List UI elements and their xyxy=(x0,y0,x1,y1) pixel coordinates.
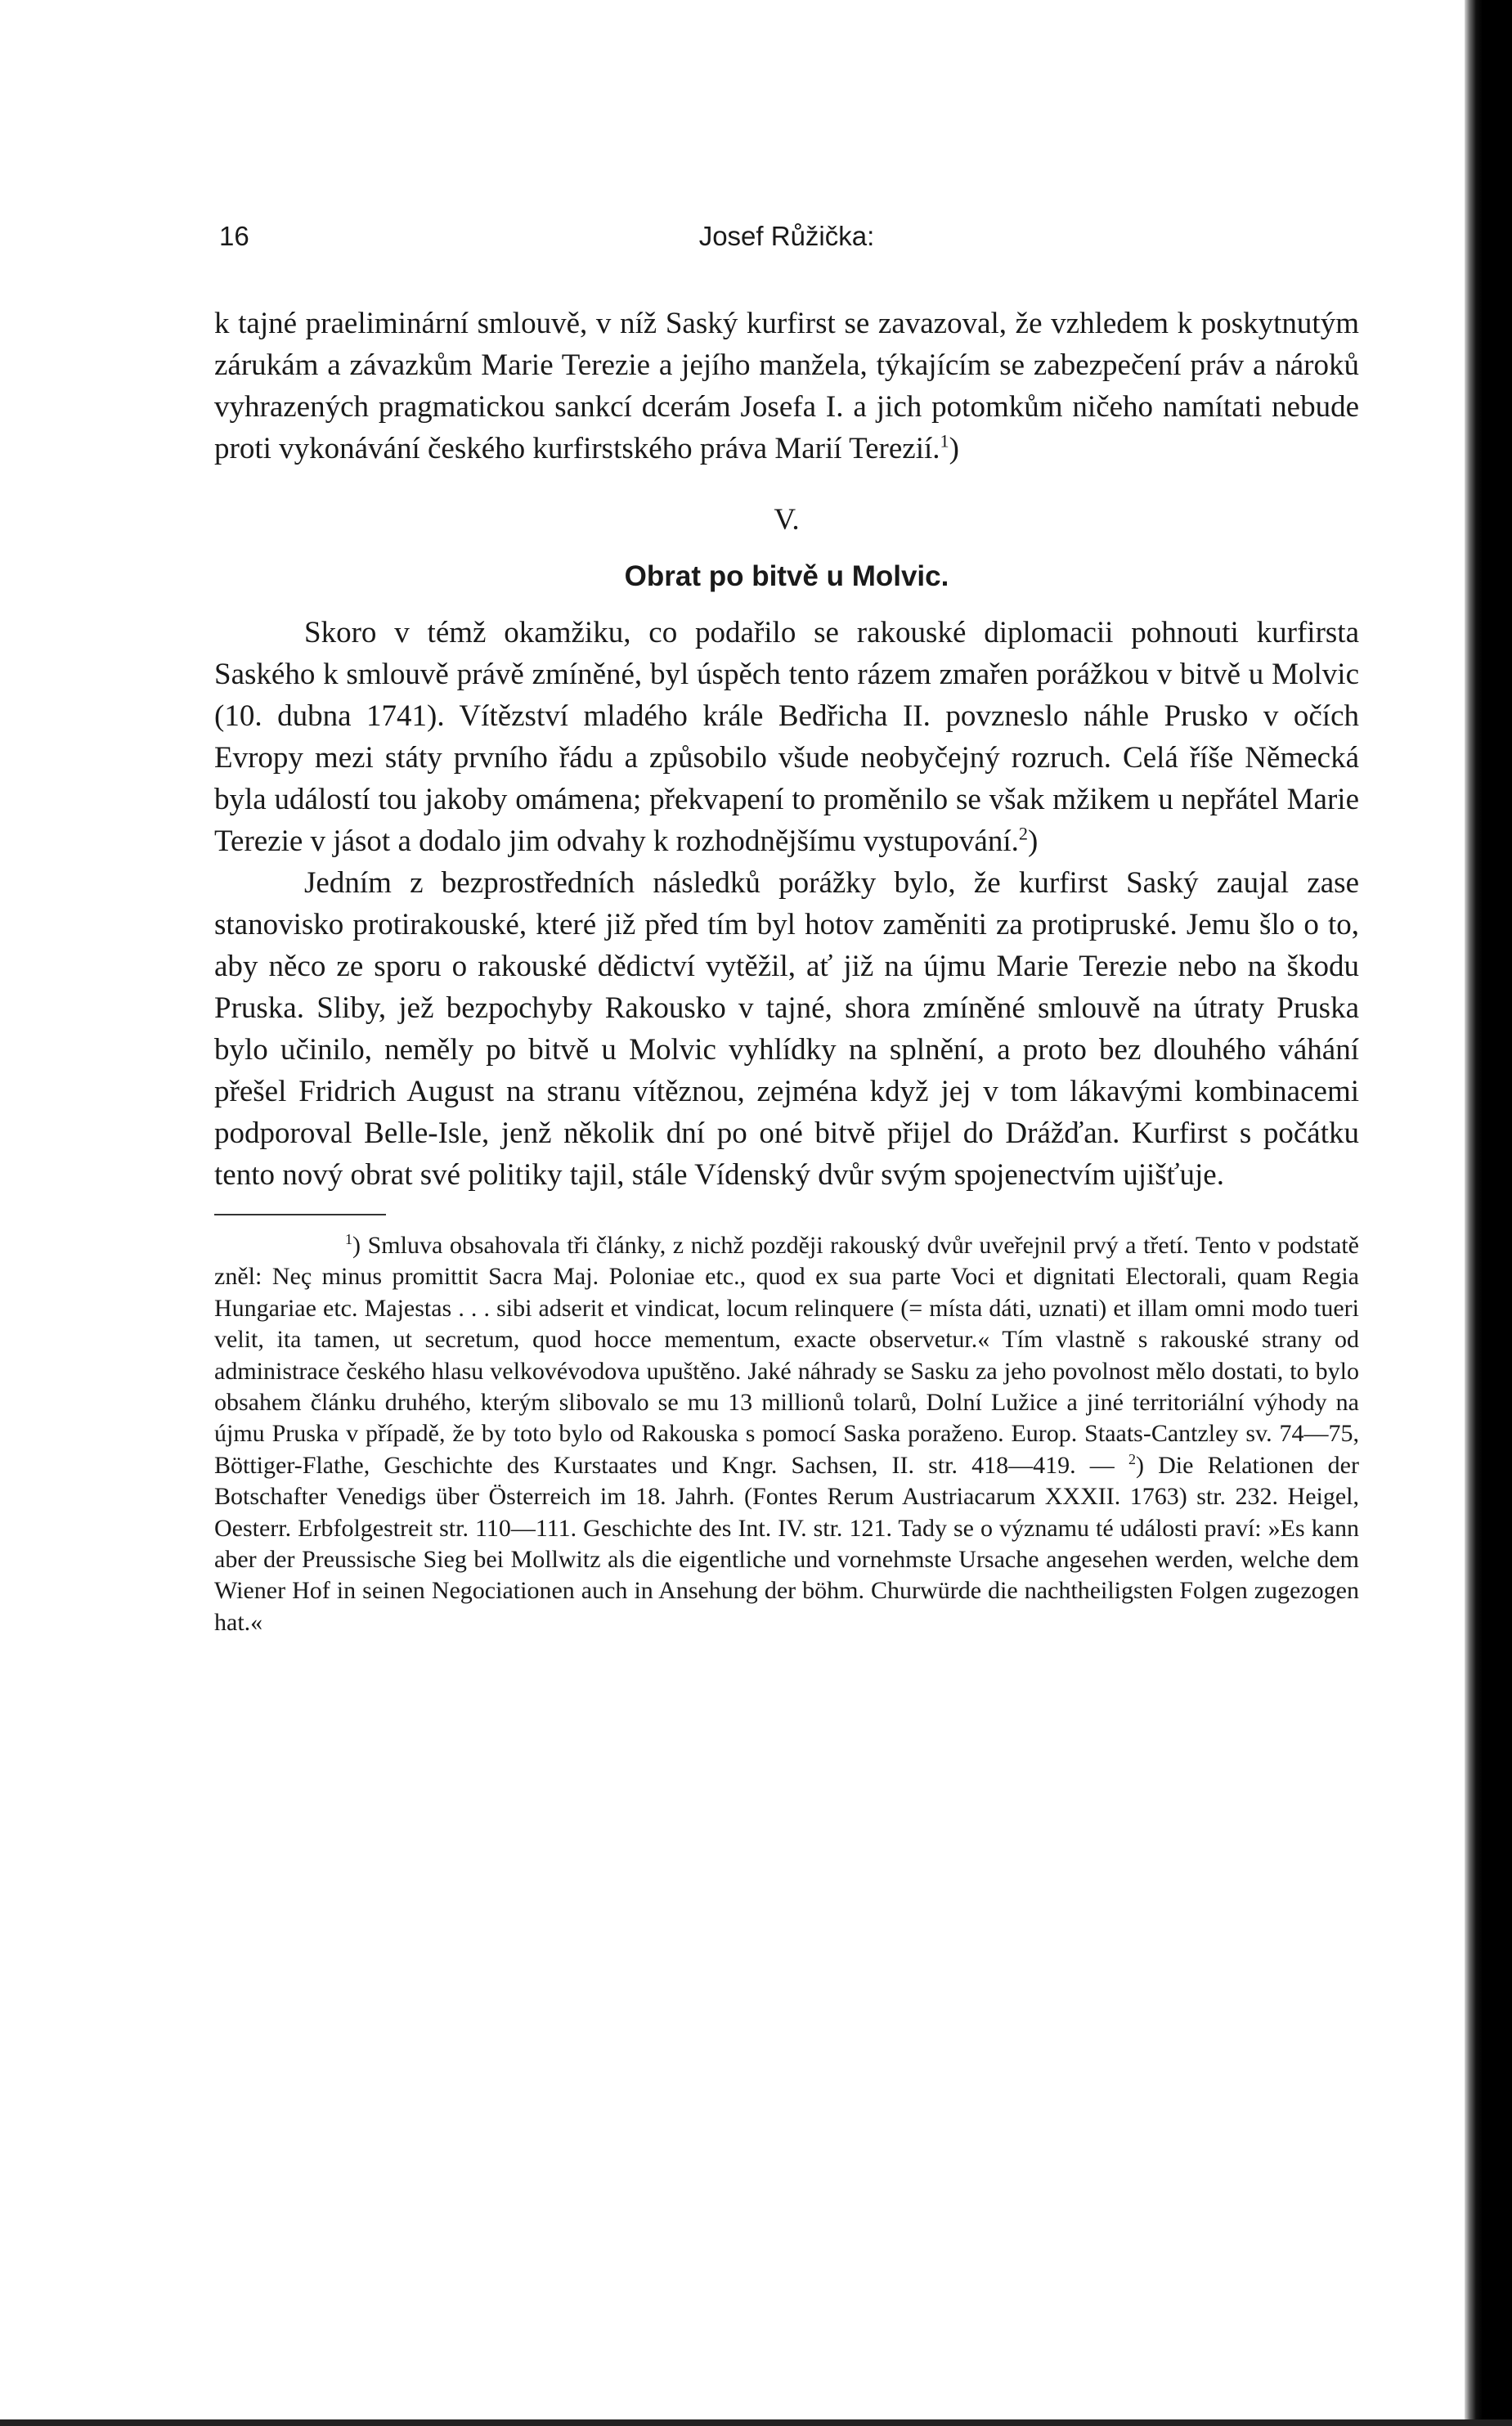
footnote-ref-1-close: ) xyxy=(949,432,959,465)
footnote-1 xyxy=(214,1230,1359,1638)
paragraph-2 xyxy=(214,612,1359,862)
section-title: Obrat po bitvě u Molvic. xyxy=(624,560,949,592)
footnote-2-mark-close: ) xyxy=(1135,1451,1144,1479)
running-head xyxy=(214,221,1359,270)
paragraph-1 xyxy=(214,303,1359,469)
section-number: V. xyxy=(774,503,800,537)
footnote-ref-2: 2 xyxy=(1018,823,1028,844)
footnotes xyxy=(214,1230,1359,1638)
paragraph-1-text: k tajné praeliminární smlouvě, v níž Saský kurfirst se zavazoval, že vzhledem k poskytnutým zárukám a závazkům Marie Terezie a jejího manžela, týkajícím se zabezpečení práv a nároků vyhrazených pragmatickou sankcí dcerám Josefa I. a jich potomkům ničeho namítati nebude proti vykonávání českého kurfirstského práva Marií Terezií. xyxy=(214,307,1359,465)
footnote-2-mark: 2 xyxy=(1128,1450,1136,1467)
paragraph-3: Jedním z bezprostředních následků porážky bylo, že kurfirst Saský zaujal zase stanovisko protirakouské, které již před tím byl hotov zaměniti za protipruské. Jemu šlo o to, aby něco ze sporu o rakouské dědictví vytěžil, ať již na újmu Marie Terezie nebo na škodu Pruska. Sliby, jež bezpochyby Rakousko v tajné, shora zmíněné smlouvě na útraty Pruska bylo učinilo, neměly po bitvě u Molvic vyhlídky na splnění, a proto bez dlouhého váhání přešel Fridrich August na stranu vítěznou, zejména když jej v tom lákavými kombinacemi podporoval Belle-Isle, jenž několik dní po oné bitvě přijel do Drážďan. Kurfirst s počátku tento nový obrat své politiky tajil, stále Vídenský dvůr svým spojenectvím ujišťuje. xyxy=(214,866,1359,1192)
scan-bottom-edge xyxy=(0,2419,1512,2426)
paragraph-2-text: Skoro v témž okamžiku, co podařilo se rakouské diplomacii pohnouti kurfirsta Saského k smlouvě právě zmíněné, byl úspěch tento rázem zmařen porážkou v bitvě u Molvic (10. dubna 1741). Vítězství mladého krále Bedřicha II. povzneslo náhle Prusko v očích Evropy mezi státy prvního řádu a způsobilo všude neobyčejný rozruch. Celá říše Německá byla událostí tou jakoby omámena; překvapení to proměnilo se však mžikem u nepřátel Marie Terezie v jásot a dodalo jim odvahy k rozhodnějšímu vystupování. xyxy=(214,616,1359,858)
book-page xyxy=(214,221,1359,1638)
scan-edge-shadow xyxy=(1465,0,1512,2426)
footnote-ref-2-close: ) xyxy=(1027,824,1039,858)
footnote-1-mark: 1 xyxy=(345,1231,352,1247)
footnote-ref-1: 1 xyxy=(940,430,949,452)
footnote-1-mark-close: ) xyxy=(352,1232,361,1259)
footnote-1-text: Smluva obsahovala tři články, z nichž později rakouský dvůr uveřejnil prvý a třetí. Tento v podstatě zněl: Neç minus promittit Sacra Maj. Poloniae etc., quod ex sua parte Voci et dignitati Electorali, quam Regia Hungariae etc. Majestas . . . sibi adserit et vindicat, locum relinquere (= místa dáti, uznati) et illam omni modo tueri velit, ita tamen, ut secretum, quod hocce mementum, exacte observetur.« Tím vlastně s rakouské strany od administrace českého hlasu velkovévodova upuštěno. Jaké náhrady se Sasku za jeho povolnost mělo dostati, to bylo obsahem článku druhého, kterým slibovalo se mu 13 millionů tolarů, Dolní Lužice a jiné territoriální výhody na újmu Pruska v případě, že by toto bylo od Rakouska s pomocí Saska poraženo. Europ. Staats-Cantzley sv. 74—75, Böttiger-Flathe, Geschichte des Kurstaates und Kngr. Sachsen, II. str. 418—419. — xyxy=(214,1232,1360,1479)
footnote-2-text: Die Relationen der Botschafter Venedigs über Österreich im 18. Jahrh. (Fontes Rerum Austriacarum XXXII. 1763) str. 232. Heigel, Oesterr. Erbfolgestreit str. 110—111. Geschichte des Int. IV. str. 121. Tady se o významu té události praví: »Es kann aber der Preussische Sieg bei Mollwitz als die eigentliche und vornehmste Ursache angesehen werden, welche dem Wiener Hof in seinen Negociationen auch in Ansehung der böhm. Churwürde die nachtheiligsten Folgen zugezogen hat.« xyxy=(214,1451,1359,1636)
main-text xyxy=(214,303,1359,1196)
page-number: 16 xyxy=(219,221,249,251)
footnote-divider xyxy=(214,1214,386,1215)
running-title: Josef Růžička: xyxy=(698,221,875,251)
